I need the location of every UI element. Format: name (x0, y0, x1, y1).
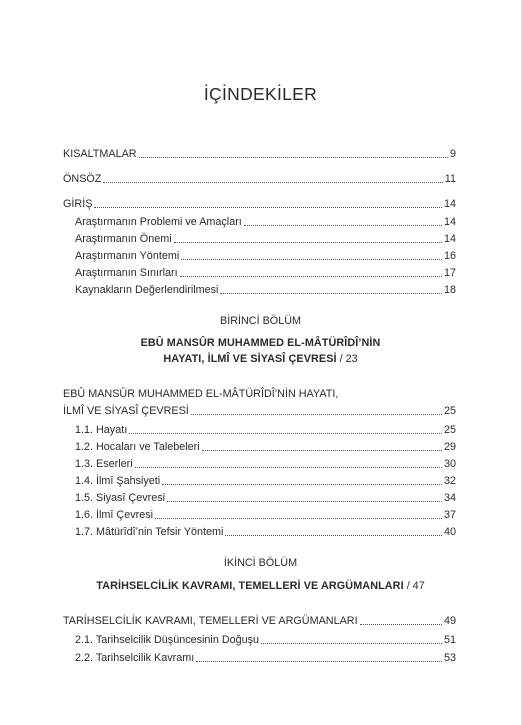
toc-entry-label: 1.7. Mâtürîdî’nin Tefsir Yöntemi (75, 526, 224, 538)
part-title-page: / 23 (339, 353, 358, 365)
toc-entry-page: 40 (443, 526, 456, 538)
toc-subentry[interactable] (75, 633, 456, 647)
toc-entry-label: 1.5. Siyasî Çevresi (75, 492, 166, 504)
leader-dots (191, 414, 442, 415)
leader-dots (225, 535, 442, 536)
part-title-page: / 47 (406, 580, 425, 592)
toc-subentry[interactable] (75, 508, 456, 522)
toc-entry-page: 14 (443, 198, 456, 210)
part-title-text: HAYATI, İLMÎ VE SİYASÎ ÇEVRESİ (163, 353, 337, 365)
toc-entry-chapter-2[interactable] (63, 614, 456, 628)
toc-entry-label: ÖNSÖZ (63, 173, 102, 185)
chapter-title-line: EBÛ MANSÛR MUHAMMED EL-MÂTÜRÎDÎ’NİN HAYATI, (63, 388, 339, 400)
part-title-line (0, 579, 521, 593)
leader-dots (155, 518, 442, 519)
toc-entry-page: 30 (443, 458, 456, 470)
leader-dots (196, 661, 442, 662)
toc-entry-page: 49 (443, 615, 456, 627)
toc-entry-label: GİRİŞ (63, 198, 93, 210)
toc-entry-label: Araştırmanın Önemi (75, 233, 172, 245)
toc-entry-page: 11 (444, 173, 456, 185)
toc-entry-label: 1.3. Eserleri (75, 458, 133, 470)
toc-entry-page: 14 (443, 233, 456, 245)
part-title-line: EBÛ MANSÛR MUHAMMED EL-MÂTÜRÎDÎ’NİN (140, 337, 381, 349)
leader-dots (94, 207, 442, 208)
page-title: İÇİNDEKİLER (203, 84, 318, 104)
toc-entry-chapter-1[interactable] (63, 404, 456, 418)
leader-dots (181, 259, 442, 260)
toc-subentry[interactable] (75, 651, 456, 665)
toc-subentry[interactable] (75, 474, 456, 488)
toc-entry-page: 53 (443, 652, 456, 664)
toc-entry-label: 2.1. Tarihselcilik Düşüncesinin Doğuşu (75, 634, 260, 646)
toc-entry-page: 25 (443, 424, 456, 436)
toc-subentry[interactable] (75, 423, 456, 437)
toc-entry-label: Araştırmanın Sınırları (75, 267, 178, 279)
part-heading: BİRİNCİ BÖLÜM (220, 315, 301, 327)
part-heading: İKİNCİ BÖLÜM (223, 557, 298, 569)
leader-dots (220, 293, 442, 294)
leader-dots (180, 276, 442, 277)
toc-entry-page: 25 (443, 405, 456, 417)
leader-dots (103, 182, 442, 183)
toc-entry-page: 16 (443, 250, 456, 262)
toc-entry-giris[interactable] (63, 197, 456, 211)
toc-entry-page: 29 (443, 441, 456, 453)
toc-entry-page: 18 (443, 284, 456, 296)
toc-entry-page: 17 (443, 267, 456, 279)
toc-subentry[interactable] (75, 491, 456, 505)
toc-entry-label: 1.6. İlmî Çevresi (75, 509, 153, 521)
toc-entry-label: TARİHSELCİLİK KAVRAMI, TEMELLERİ VE ARGÜMANLARI (63, 615, 358, 627)
toc-subentry[interactable] (75, 215, 456, 229)
toc-entry-onsoz[interactable] (63, 172, 456, 186)
leader-dots (202, 450, 442, 451)
toc-subentry[interactable] (75, 249, 456, 263)
leader-dots (360, 624, 442, 625)
toc-entry-page: 9 (449, 148, 456, 160)
toc-entry-label: 1.4. İlmî Şahsiyeti (75, 475, 161, 487)
toc-entry-label: Araştırmanın Yöntemi (75, 250, 180, 262)
toc-subentry[interactable] (75, 525, 456, 539)
leader-dots (139, 157, 448, 158)
leader-dots (174, 242, 442, 243)
toc-entry-label: Araştırmanın Problemi ve Amaçları (75, 216, 242, 228)
toc-entry-page: 37 (443, 509, 456, 521)
toc-subentry[interactable] (75, 283, 456, 297)
toc-entry-page: 51 (443, 634, 456, 646)
toc-entry-page: 14 (443, 216, 456, 228)
toc-entry-label: 2.2. Tarihselcilik Kavramı (75, 652, 195, 664)
toc-subentry[interactable] (75, 457, 456, 471)
leader-dots (167, 501, 442, 502)
leader-dots (261, 643, 442, 644)
part-title-text: TARİHSELCİLİK KAVRAMI, TEMELLERİ VE ARGÜMANLARI (96, 580, 404, 592)
toc-subentry[interactable] (75, 440, 456, 454)
leader-dots (135, 467, 442, 468)
toc-subentry[interactable] (75, 266, 456, 280)
toc-entry-label: 1.1. Hayatı (75, 424, 128, 436)
leader-dots (162, 484, 442, 485)
leader-dots (129, 433, 442, 434)
toc-entry-label: 1.2. Hocaları ve Talebeleri (75, 441, 200, 453)
leader-dots (244, 225, 442, 226)
toc-subentry[interactable] (75, 232, 456, 246)
toc-entry-label: Kaynakların Değerlendirilmesi (75, 284, 219, 296)
toc-entry-label: İLMÎ VE SİYASÎ ÇEVRESİ (63, 405, 189, 417)
part-title-line (0, 352, 521, 366)
toc-entry-page: 32 (443, 475, 456, 487)
toc-entry-page: 34 (443, 492, 456, 504)
toc-entry-kisaltmalar[interactable] (63, 147, 456, 161)
toc-entry-label: KISALTMALAR (63, 148, 137, 160)
